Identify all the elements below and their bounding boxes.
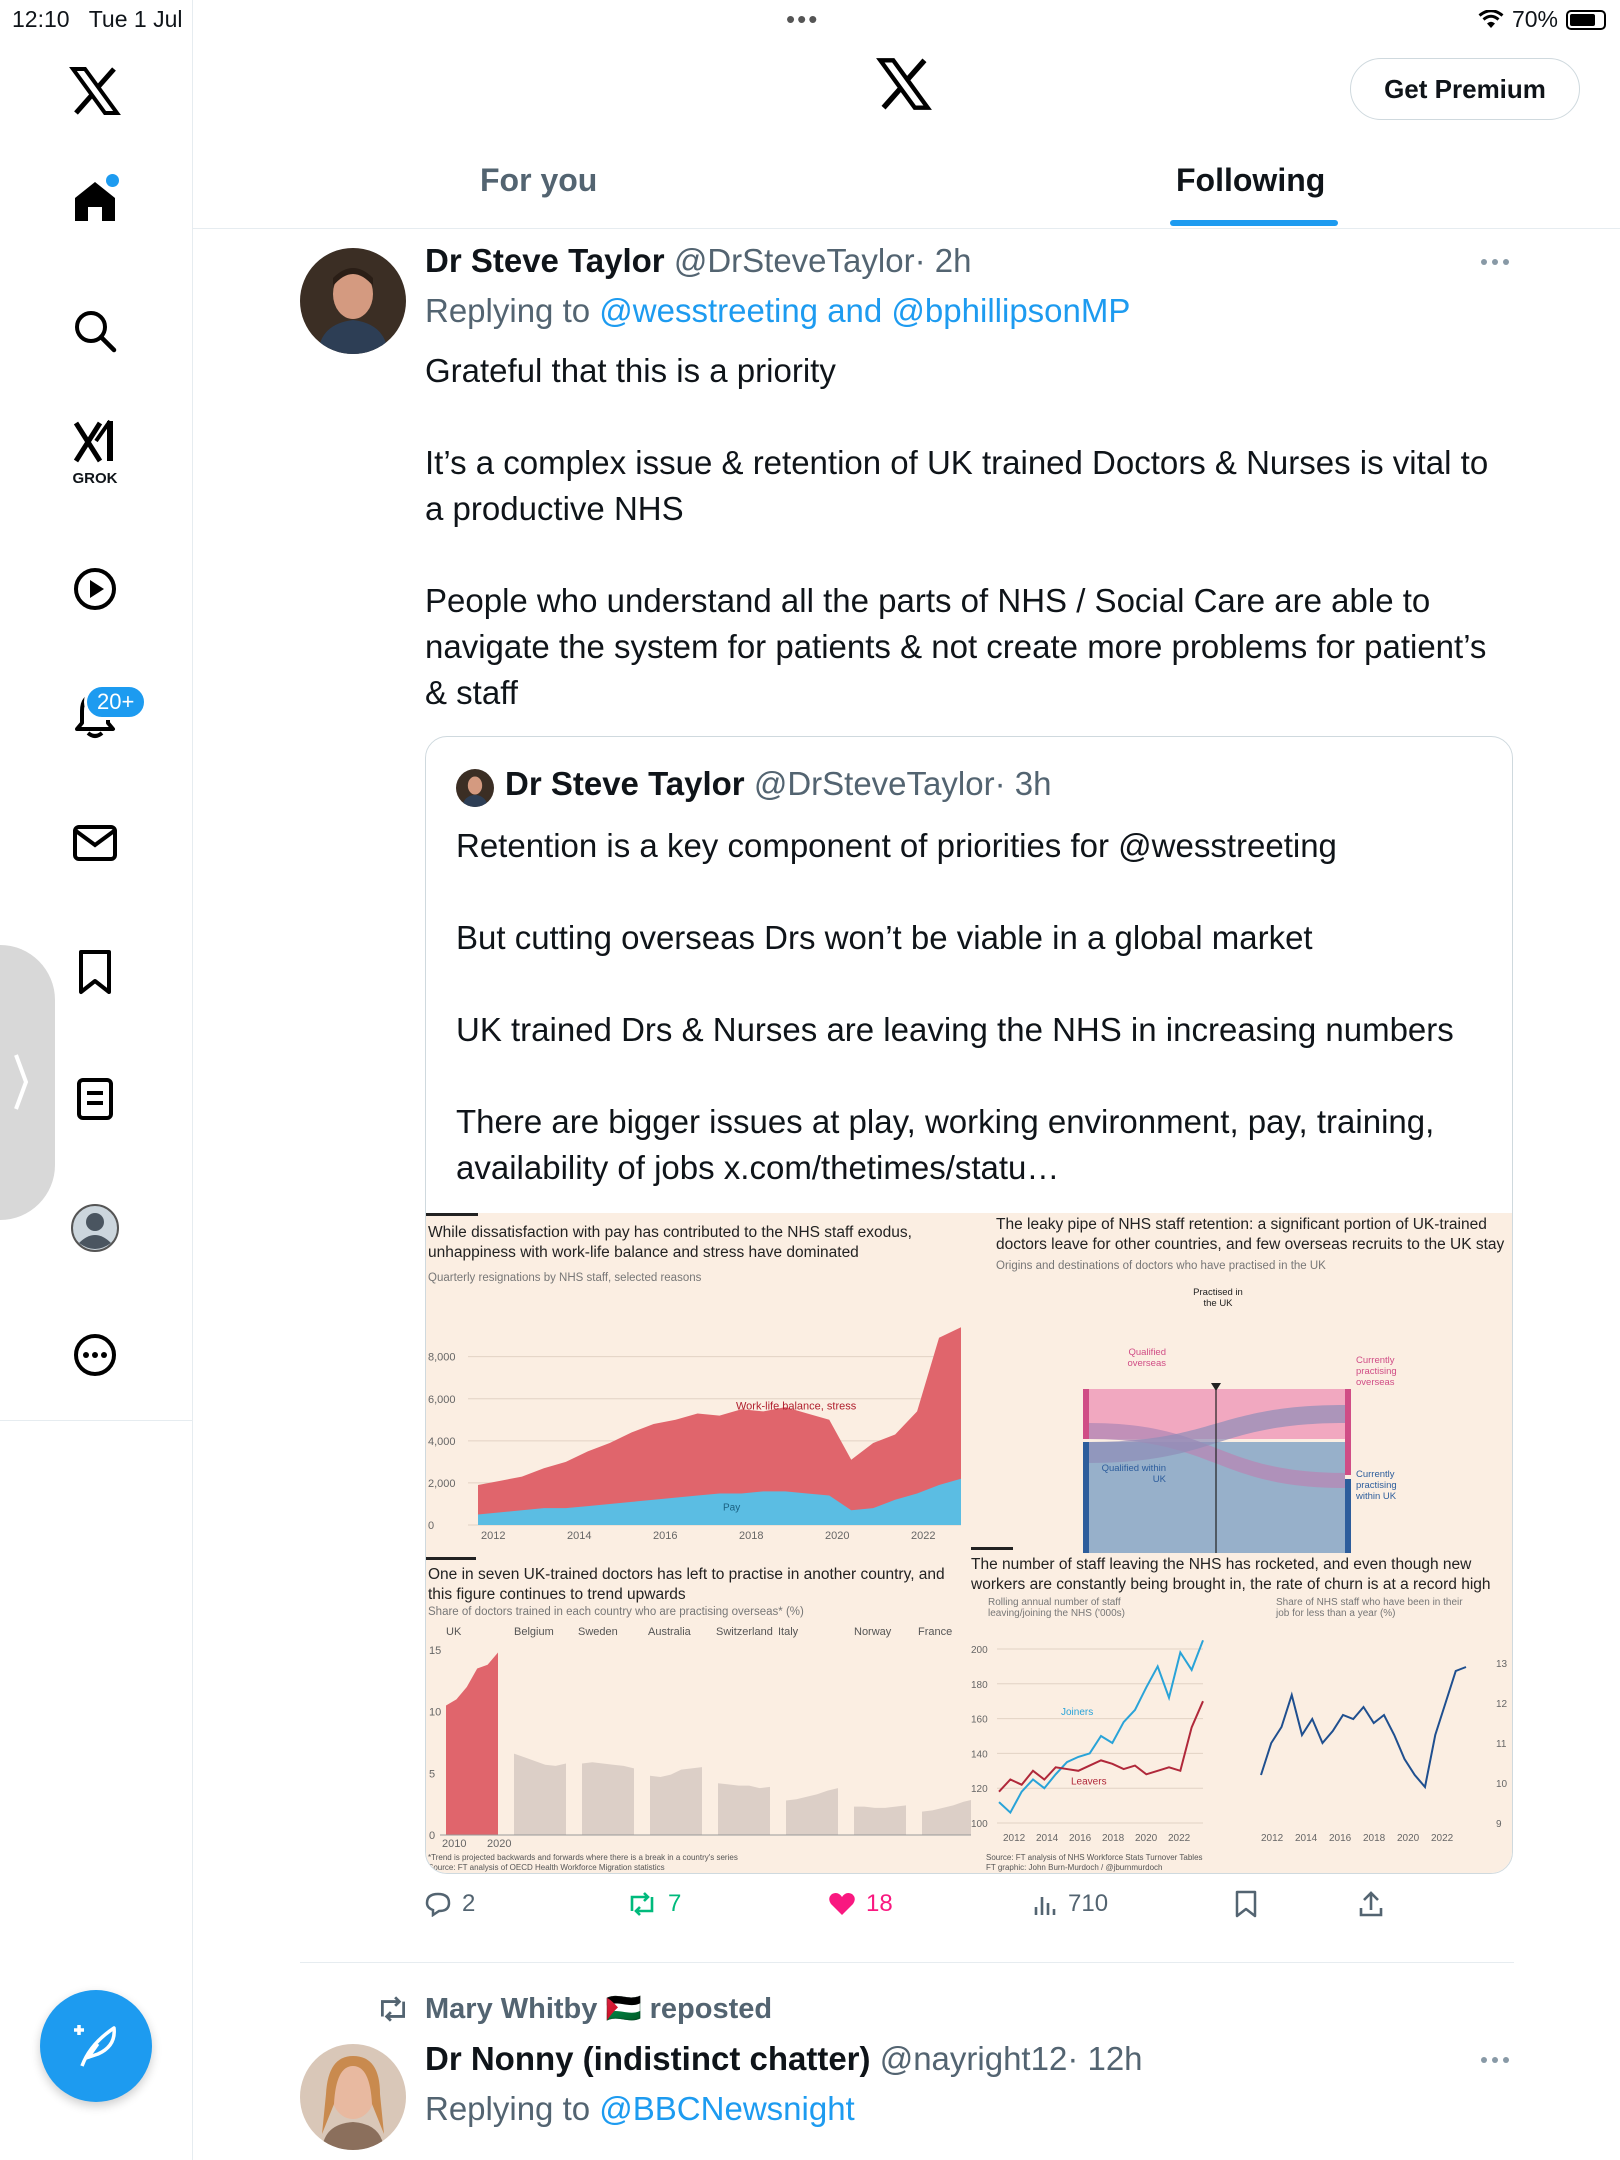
p4-xtick-right: 2022 <box>1431 1833 1454 1844</box>
views-button[interactable] <box>1032 1890 1108 1918</box>
panel2-title: The leaky pipe of NHS staff retention: a significant portion of UK-trained doctors leave for other countries, and few overseas recruits to the UK stay <box>996 1216 1505 1253</box>
p4-xtick-right: 2020 <box>1397 1833 1420 1844</box>
notification-badge: 20+ <box>84 684 147 720</box>
quote-avatar <box>456 769 494 807</box>
replying-prefix: Replying to <box>425 292 591 329</box>
replying-to <box>425 2090 855 2128</box>
p1-ytick: 8,000 <box>428 1351 456 1364</box>
p4-xtick-right: 2018 <box>1363 1833 1386 1844</box>
profile-icon[interactable] <box>60 1193 130 1263</box>
panel4-line-charts <box>971 1623 1511 1853</box>
p3-country-label: Italy <box>778 1626 799 1638</box>
p3-country-area <box>922 1799 971 1835</box>
tweet-divider <box>300 1962 1514 1963</box>
panel4-subtitle-left: Rolling annual number of staff leaving/joining the NHS ('000s) <box>988 1597 1125 1619</box>
p3-country-area <box>854 1805 906 1835</box>
reply-button[interactable] <box>424 1890 475 1918</box>
panel4-title: The number of staff leaving the NHS has rocketed, and even though new workers are constantly being brought in, the rate of churn is at a record high <box>971 1556 1491 1593</box>
repost-count: 7 <box>668 1890 682 1917</box>
reposted-by[interactable]: Mary Whitby 🇵🇸 reposted <box>425 1993 773 2025</box>
p3-country-label: Switzerland <box>716 1626 773 1638</box>
p1-xtick: 2016 <box>653 1530 678 1542</box>
compose-button[interactable] <box>40 1990 152 2102</box>
panel4-source: Source: FT analysis of NHS Workforce Stats Turnover Tables <box>986 1853 1203 1862</box>
quote-author-handle: @DrSteveTaylor <box>753 765 995 802</box>
bookmark-button[interactable] <box>1234 1890 1258 1918</box>
p3-country-label: Sweden <box>578 1626 618 1638</box>
repost-indicator-icon <box>376 1995 410 2028</box>
panel3-subtitle: Share of doctors trained in each country who are practising overseas* (%) <box>428 1606 804 1618</box>
avatar[interactable] <box>300 248 406 354</box>
replying-handles[interactable]: @wesstreeting and @bphillipsonMP <box>599 292 1131 329</box>
p4-ytick-left: 160 <box>971 1714 988 1726</box>
p1-xtick: 2012 <box>481 1530 506 1542</box>
p3-ytick: 15 <box>429 1645 442 1657</box>
home-icon[interactable] <box>60 166 130 236</box>
p3-ytick: 0 <box>429 1830 436 1842</box>
p4-xtick-right: 2016 <box>1329 1833 1352 1844</box>
sidebar-collapse-handle[interactable] <box>0 945 55 1220</box>
panel2-subtitle: Origins and destinations of doctors who have practised in the UK <box>996 1260 1326 1272</box>
repost-button[interactable] <box>626 1890 681 1918</box>
p4-label-leavers: Leavers <box>1071 1776 1107 1788</box>
tweet-header <box>425 242 971 280</box>
p4-ytick-left: 200 <box>971 1645 988 1656</box>
more-options-icon[interactable] <box>1480 2048 1510 2077</box>
p4-ytick-right: 9 <box>1496 1819 1502 1830</box>
p1-ytick: 6,000 <box>428 1393 456 1406</box>
panel2-flow-diagram <box>986 1283 1506 1553</box>
search-icon[interactable] <box>60 296 130 366</box>
p4-xtick-left: 2018 <box>1102 1833 1125 1844</box>
author-handle[interactable]: @nayright12 <box>879 2040 1068 2077</box>
panel3-footnote: *Trend is projected backwards and forwards where there is a break in a country's series <box>428 1853 738 1862</box>
messages-icon[interactable] <box>60 808 130 878</box>
battery-icon <box>1566 10 1606 30</box>
more-icon[interactable] <box>60 1320 130 1390</box>
panel1-area-chart <box>426 1303 966 1563</box>
replying-prefix: Replying to <box>425 2090 591 2127</box>
p4-xtick-right: 2012 <box>1261 1833 1284 1844</box>
bookmarks-icon[interactable] <box>60 937 130 1007</box>
status-right <box>1478 6 1606 33</box>
panel2-left-bottom: Qualified within UK <box>1101 1463 1166 1485</box>
p3-ytick: 10 <box>429 1706 442 1719</box>
reply-count: 2 <box>462 1890 476 1917</box>
panel1-title: While dissatisfaction with pay has contributed to the NHS staff exodus, unhappiness with work-life balance and stress have dominated <box>428 1224 912 1261</box>
sidebar-divider <box>0 1420 192 1421</box>
p1-ytick: 2,000 <box>428 1477 456 1490</box>
get-premium-button[interactable]: Get Premium <box>1350 58 1580 120</box>
replying-handles[interactable]: @BBCNewsnight <box>599 2090 855 2127</box>
tweet-time[interactable]: · 12h <box>1067 2040 1143 2077</box>
panel3-source: Source: FT analysis of OECD Health Workforce Migration statistics <box>428 1863 665 1872</box>
p4-ytick-left: 180 <box>971 1679 988 1691</box>
p4-series-churn <box>1261 1667 1466 1787</box>
p4-ytick-left: 140 <box>971 1749 988 1761</box>
p3-ytick: 5 <box>429 1768 436 1781</box>
repost-icon <box>626 1891 658 1917</box>
p3-country-label: Australia <box>648 1626 691 1638</box>
p1-ytick: 0 <box>428 1520 435 1532</box>
quote-header <box>505 765 1051 803</box>
p1-xtick: 2018 <box>739 1530 764 1542</box>
panel1-subtitle: Quarterly resignations by NHS staff, selected reasons <box>428 1272 702 1284</box>
x-logo-icon[interactable] <box>60 56 130 126</box>
battery-percent: 70% <box>1511 6 1558 32</box>
reply-icon <box>424 1891 452 1917</box>
panel4-credit: FT graphic: John Burn-Murdoch / @jburnmurdoch <box>986 1863 1163 1872</box>
panel2-right-top: Currently practising overseas <box>1356 1355 1397 1388</box>
panel1-rule <box>426 1213 478 1216</box>
p3-country-area <box>786 1788 838 1835</box>
p4-ytick-left: 120 <box>971 1784 988 1796</box>
grok-icon[interactable] <box>60 418 130 488</box>
p4-xtick-left: 2016 <box>1069 1833 1092 1844</box>
p3-country-label: Belgium <box>514 1626 554 1638</box>
views-icon <box>1032 1891 1058 1917</box>
p1-ytick: 4,000 <box>428 1435 456 1448</box>
quote-author-name: Dr Steve Taylor <box>505 765 745 802</box>
p4-ytick-right: 12 <box>1496 1699 1508 1710</box>
status-bar <box>0 0 1620 40</box>
author-name[interactable]: Dr Steve Taylor <box>425 242 665 279</box>
avatar[interactable] <box>300 2044 406 2150</box>
p4-xtick-left: 2020 <box>1135 1833 1158 1844</box>
p1-xtick: 2020 <box>825 1530 850 1542</box>
tweet-time[interactable]: · 2h <box>914 242 972 279</box>
p4-label-joiners: Joiners <box>1061 1707 1094 1719</box>
panel4-subtitle-right: Share of NHS staff who have been in their job for less than a year (%) <box>1276 1597 1463 1619</box>
view-count: 710 <box>1068 1890 1109 1917</box>
quote-time: · 3h <box>994 765 1052 802</box>
p4-ytick-right: 13 <box>1496 1659 1508 1670</box>
p3-xtick: 2020 <box>487 1838 512 1850</box>
header-x-logo-icon[interactable] <box>876 58 932 115</box>
like-button[interactable] <box>828 1890 893 1918</box>
tab-for-you[interactable]: For you <box>480 162 598 198</box>
p4-ytick-right: 11 <box>1496 1739 1507 1750</box>
p3-country-area <box>514 1754 566 1835</box>
panel3-small-multiples <box>426 1623 971 1853</box>
panel2-center-label: Practised in the UK <box>1193 1287 1243 1309</box>
p1-xtick: 2014 <box>567 1530 592 1542</box>
panel2-right-bottom: Currently practising within UK <box>1356 1469 1397 1502</box>
grok-label: GROK <box>72 470 118 487</box>
p1-label-pay: Pay <box>723 1502 741 1514</box>
status-time: 12:10 Tue 1 Jul <box>12 6 183 32</box>
panel4-rule <box>971 1547 1013 1550</box>
replying-to <box>425 292 1130 330</box>
more-options-icon[interactable] <box>1480 250 1510 279</box>
p3-country-label: France <box>918 1626 953 1638</box>
share-icon <box>1358 1890 1384 1918</box>
tweet2-header <box>425 2040 1143 2078</box>
video-icon[interactable] <box>60 554 130 624</box>
p3-country-area <box>718 1783 770 1835</box>
multitask-dots-icon[interactable]: ••• <box>786 4 820 34</box>
author-handle[interactable]: @DrSteveTaylor <box>673 242 915 279</box>
p3-country-label: UK <box>446 1626 462 1638</box>
active-tab-indicator <box>1170 220 1338 226</box>
p3-country-area <box>650 1767 702 1835</box>
p3-country-area <box>582 1762 634 1835</box>
author-name[interactable]: Dr Nonny (indistinct chatter) <box>425 2040 871 2077</box>
p4-xtick-right: 2014 <box>1295 1833 1318 1844</box>
lists-icon[interactable] <box>60 1064 130 1134</box>
p1-xtick: 2022 <box>911 1530 936 1542</box>
p3-country-label: Norway <box>854 1626 892 1638</box>
p4-xtick-left: 2022 <box>1168 1833 1191 1844</box>
header-divider <box>193 228 1620 229</box>
p4-xtick-left: 2012 <box>1003 1833 1026 1844</box>
quote-text: Retention is a key component of priorities for @wesstreeting But cutting overseas Drs won’t be viable in a global market UK trained Drs & Nurses are leaving the NHS in increasing numbers There are bigger issues at play, working environment, pay, training, availability of jobs x.com/thetimes/statu… <box>456 827 1454 1186</box>
p3-xtick: 2010 <box>442 1838 467 1850</box>
compose-feather-icon <box>70 2020 122 2072</box>
heart-icon <box>828 1891 856 1917</box>
bookmark-icon <box>1234 1890 1258 1918</box>
panel3-title: One in seven UK-trained doctors has left to practise in another country, and this figure continues to trend upwards <box>428 1566 945 1603</box>
p4-ytick-left: 100 <box>971 1819 988 1830</box>
p3-country-area <box>446 1652 498 1835</box>
wifi-icon <box>1478 10 1504 30</box>
p4-xtick-left: 2014 <box>1036 1833 1059 1844</box>
tab-following[interactable]: Following <box>1176 162 1326 198</box>
home-unread-dot <box>106 174 119 187</box>
p4-ytick-right: 10 <box>1496 1779 1508 1790</box>
tweet-text: Grateful that this is a priority It’s a complex issue & retention of UK trained Doctors & Nurses is vital to a productive NHS People who understand all the parts of NHS / Social Care are able to navigate the system for patients & not create more problems for patient’s & staff <box>425 352 1489 711</box>
panel3-rule <box>426 1557 476 1560</box>
quoted-tweet[interactable] <box>425 736 1513 1874</box>
like-count: 18 <box>866 1890 893 1917</box>
share-button[interactable] <box>1358 1890 1384 1918</box>
p1-label-wlb: Work-life balance, stress <box>736 1400 857 1413</box>
panel2-left-top: Qualified overseas <box>1127 1347 1166 1369</box>
attached-infographic[interactable] <box>426 1213 1513 1874</box>
